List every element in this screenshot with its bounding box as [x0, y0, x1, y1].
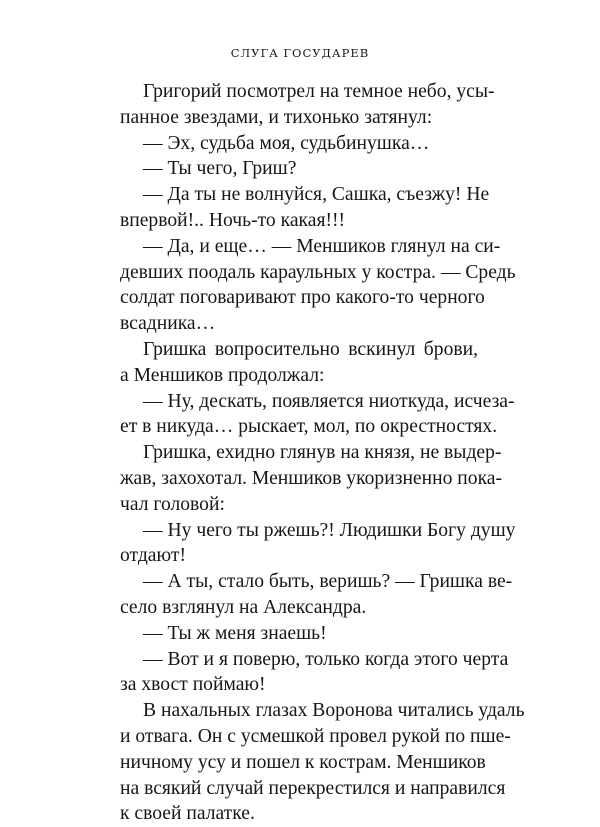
text-line: впервой!.. Ночь-то какая!!! [120, 209, 346, 231]
text-line: к своей палатке. [120, 803, 255, 825]
text-line: — Да, и еще… — Меншиков глянул на си- [143, 235, 501, 257]
text-line: панное звездами, и тихонько затянул: [120, 106, 433, 128]
text-line: отдают! [120, 545, 186, 567]
text-line: чал головой: [120, 493, 225, 515]
text-line: девших поодаль караульных у костра. — Средь [120, 261, 516, 283]
text-line: всадника… [120, 313, 216, 335]
text-line: — Ну, дескать, появляется ниоткуда, исчеза- [143, 390, 515, 412]
text-line: В нахальных глазах Воронова читались удаль [143, 700, 525, 722]
body-text [120, 79, 525, 827]
text-line: на всякий случай перекрестился и направился [120, 777, 506, 799]
text-line: — Ты чего, Гриш? [143, 158, 297, 180]
text-line: Гришка вопросительно вскинул брови, [143, 338, 478, 360]
text-line: жав, захохотал. Меншиков укоризненно пока- [120, 467, 503, 489]
text-line: Григорий посмотрел на темное небо, усы- [143, 81, 495, 102]
text-line: — Эх, судьба моя, судьбинушка… [143, 132, 430, 154]
text-line: и отвага. Он с усмешкой провел рукой по пше- [120, 725, 511, 747]
text-line: — Да ты не волнуйся, Сашка, съезжу! Не [143, 184, 490, 206]
text-line: село взглянул на Александра. [120, 596, 367, 618]
text-line: а Меншиков продолжал: [120, 364, 325, 386]
text-line: за хвост поймаю! [120, 674, 266, 696]
text-line: — Ты ж меня знаешь! [143, 622, 327, 644]
text-line: — А ты, стало быть, веришь? — Гришка ве- [143, 571, 513, 593]
text-line: — Вот и я поверю, только когда этого черта [143, 648, 509, 670]
running-head: СЛУГА ГОСУДАРЕВ [230, 46, 370, 60]
text-line: ет в никуда… рыскает, мол, по окрестностях. [120, 416, 498, 438]
text-line: ничному усу и пошел к кострам. Меншиков [120, 751, 486, 773]
text-line: Гришка, ехидно глянув на князя, не выдер- [143, 442, 502, 464]
text-line: — Ну чего ты ржешь?! Людишки Богу душу [143, 519, 516, 541]
text-line: солдат поговаривают про какого-то черного [120, 287, 485, 309]
